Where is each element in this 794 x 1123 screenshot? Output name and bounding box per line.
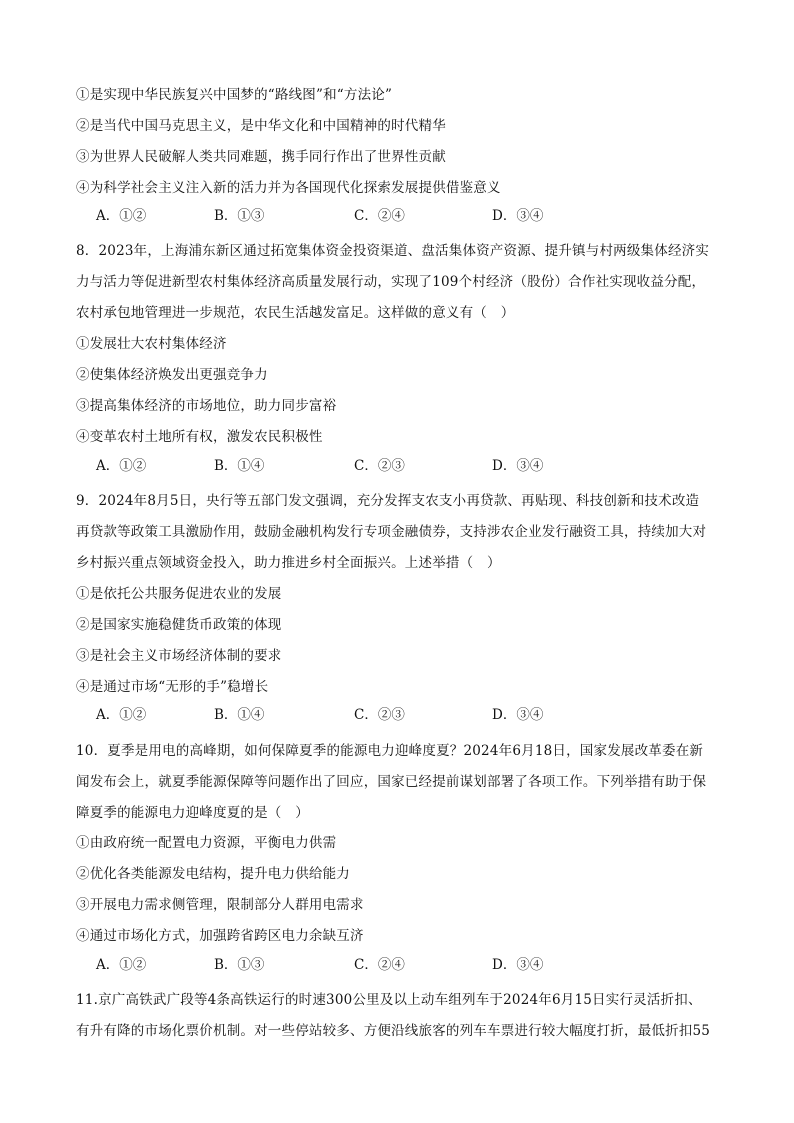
q9-stem [76, 486, 724, 579]
q9-option-1: ①是依托公共服务促进农业的发展 [76, 586, 282, 602]
q10-choice-a: A．①② [96, 957, 147, 973]
q7-choice-b: B．①③ [214, 208, 265, 224]
q9-choice-a: A．①② [96, 707, 147, 723]
q9-options [76, 579, 724, 703]
q10-line-1: 10．夏季是用电的高峰期，如何保障夏季的能源电力迎峰度夏？2024年6月18日，国家发展改革委在新 [76, 743, 704, 759]
q9-option-3: ③是社会主义市场经济体制的要求 [76, 648, 282, 664]
q7-choice-d: D．③④ [492, 208, 544, 224]
q8-options [76, 329, 724, 453]
q10-choice-d: D．③④ [492, 957, 544, 973]
q10-options [76, 828, 724, 952]
q8-choices [96, 455, 696, 477]
q10-option-4: ④通过市场化方式，加强跨省跨区电力余缺互济 [76, 928, 364, 944]
q8-stem [76, 236, 724, 329]
q7-choices [96, 205, 696, 227]
q8-line-1: 8．2023年，上海浦东新区通过拓宽集体资金投资渠道、盘活集体资产资源、提升镇与村两级集体经济实 [76, 243, 710, 259]
q10-line-2: 闻发布会上，就夏季能源保障等问题作出了回应，国家已经提前谋划部署了各项工作。下列举措有助于保 [76, 774, 707, 790]
q7-choice-a: A．①② [96, 208, 147, 224]
q10-stem [76, 736, 724, 829]
q9-option-4: ④是通过市场“无形的手”稳增长 [76, 679, 269, 695]
q9-option-2: ②是国家实施稳健货币政策的体现 [76, 617, 282, 633]
q9-line-3: 乡村振兴重点领域资金投入，助力推进乡村全面振兴。上述举措（ ） [76, 555, 501, 571]
q7-choice-c: C．②④ [354, 208, 405, 224]
q8-choice-c: C．②③ [354, 458, 405, 474]
q9-choice-c: C．②③ [354, 707, 405, 723]
q10-choices [96, 954, 696, 976]
q8-option-3: ③提高集体经济的市场地位，助力同步富裕 [76, 398, 337, 414]
q8-line-2: 力与活力等促进新型农村集体经济高质量发展行动，实现了109个村经济（股份）合作社实现收益分配， [76, 274, 706, 290]
q8-option-1: ①发展壮大农村集体经济 [76, 336, 227, 352]
q9-choice-b: B．①④ [214, 707, 265, 723]
q8-line-3: 农村承包地管理进一步规范，农民生活越发富足。这样做的意义有（ ） [76, 305, 515, 321]
q11-line-2: 有升有降的市场化票价机制。对一些停站较多、方便沿线旅客的列车车票进行较大幅度打折，最低折扣55 [76, 1023, 711, 1039]
q11-stem [76, 985, 724, 1047]
q10-line-3: 障夏季的能源电力迎峰度夏的是（ ） [76, 805, 309, 821]
q10-option-3: ③开展电力需求侧管理，限制部分人群用电需求 [76, 897, 364, 913]
q7-options [76, 80, 724, 204]
q9-choice-d: D．③④ [492, 707, 544, 723]
q10-choice-b: B．①③ [214, 957, 265, 973]
q7-option-1: ①是实现中华民族复兴中国梦的“路线图”和“方法论” [76, 87, 393, 103]
q9-line-2: 再贷款等政策工具激励作用，鼓励金融机构发行专项金融债券，支持涉农企业发行融资工具，持续加大对 [76, 524, 707, 540]
q9-choices [96, 704, 696, 726]
q9-line-1: 9．2024年8月5日，央行等五部门发文强调，充分发挥支农支小再贷款、再贴现、科技创新和技术改造 [76, 493, 700, 509]
q8-option-2: ②使集体经济焕发出更强竞争力 [76, 367, 268, 383]
q10-option-2: ②优化各类能源发电结构，提升电力供给能力 [76, 866, 350, 882]
q10-choice-c: C．②④ [354, 957, 405, 973]
q8-choice-d: D．③④ [492, 458, 544, 474]
q10-option-1: ①由政府统一配置电力资源，平衡电力供需 [76, 835, 337, 851]
q7-option-3: ③为世界人民破解人类共同难题，携手同行作出了世界性贡献 [76, 149, 446, 165]
q7-option-4: ④为科学社会主义注入新的活力并为各国现代化探索发展提供借鉴意义 [76, 180, 501, 196]
q8-option-4: ④变革农村土地所有权，激发农民积极性 [76, 429, 323, 445]
q7-option-2: ②是当代中国马克思主义，是中华文化和中国精神的时代精华 [76, 118, 446, 134]
q8-choice-a: A．①② [96, 458, 147, 474]
q11-line-1: 11.京广高铁武广段等4条高铁运行的时速300公里及以上动车组列车于2024年6月15日实行灵活折扣、 [76, 992, 702, 1008]
q8-choice-b: B．①④ [214, 458, 265, 474]
